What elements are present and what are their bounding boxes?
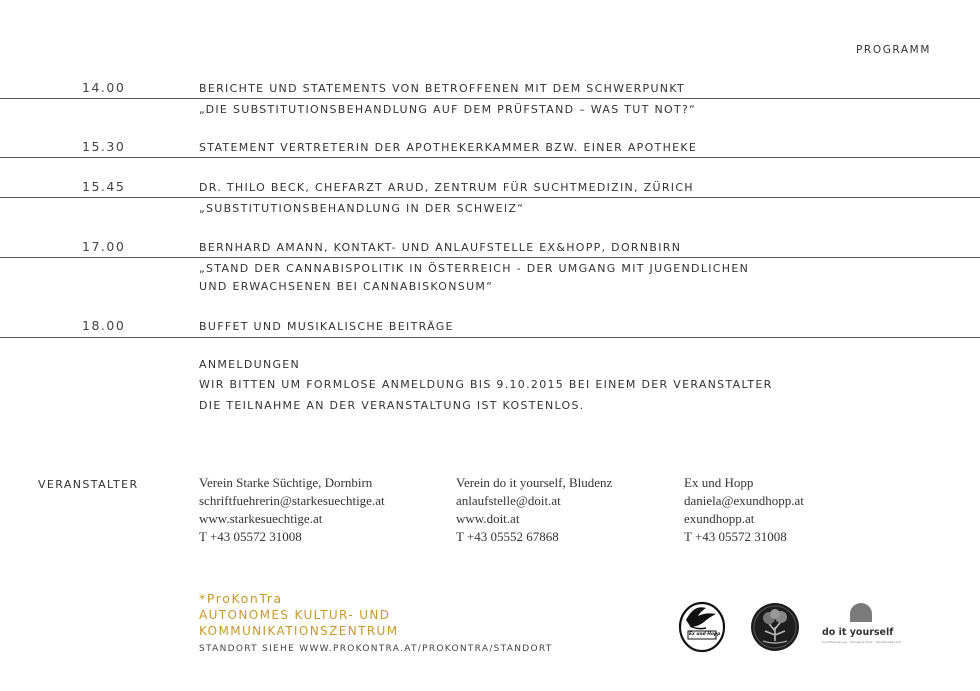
program-line: „DIE SUBSTITUTIONSBEHANDLUNG AUF DEM PRÜFSTAND – WAS TUT NOT?“ (199, 103, 697, 116)
organizer-phone: T +43 05572 31008 (199, 529, 302, 544)
time-1545: 15.45 (82, 179, 126, 194)
organizer-name: Ex und Hopp (684, 475, 754, 490)
organizers-label: VERANSTALTER (38, 478, 139, 491)
venue-line: AUTONOMES KULTUR- UND (199, 608, 391, 622)
divider (0, 98, 980, 99)
doit-logo-subtext: Suchtberatung · Drogenarbeit · Spritzentausch (822, 640, 902, 644)
program-line: „SUBSTITUTIONSBEHANDLUNG IN DER SCHWEIZ“ (199, 202, 525, 215)
organizer-web[interactable]: exundhopp.at (684, 511, 755, 526)
program-line: BUFFET UND MUSIKALISCHE BEITRÄGE (199, 320, 454, 333)
program-line: UND ERWACHSENEN BEI CANNABISKONSUM“ (199, 280, 494, 293)
organizer-exundhopp (684, 474, 804, 546)
doit-logo-icon (818, 600, 908, 650)
organizer-name: Verein Starke Süchtige, Dornbirn (199, 475, 373, 490)
divider (0, 257, 980, 258)
program-line: STATEMENT VERTRETERIN DER APOTHEKERKAMMER BZW. EINER APOTHEKE (199, 141, 698, 154)
time-1800: 18.00 (82, 318, 126, 333)
organizer-doit (456, 474, 612, 546)
time-1700: 17.00 (82, 239, 126, 254)
venue-line: KOMMUNIKATIONSZENTRUM (199, 624, 399, 638)
tree-logo-icon (749, 601, 801, 653)
header-label: PROGRAMM (856, 44, 932, 56)
bird-logo-icon (676, 598, 728, 654)
divider (0, 197, 980, 198)
organizer-phone: T +43 05552 67868 (456, 529, 559, 544)
organizer-starke-suechtige (199, 474, 385, 546)
organizer-name: Verein do it yourself, Bludenz (456, 475, 613, 490)
doit-logo-text: do it yourself (822, 627, 894, 638)
organizer-web[interactable]: www.doit.at (456, 511, 520, 526)
divider (0, 157, 980, 158)
organizer-email[interactable]: schriftfuehrerin@starkesuechtige.at (199, 493, 385, 508)
registration-title: ANMELDUNGEN (199, 358, 301, 371)
venue-block (199, 591, 553, 654)
divider (0, 337, 980, 338)
program-line: BERICHTE UND STATEMENTS VON BETROFFENEN MIT DEM SCHWERPUNKT (199, 82, 685, 95)
registration-line: WIR BITTEN UM FORMLOSE ANMELDUNG BIS 9.10.2015 BEI EINEM DER VERANSTALTER (199, 378, 773, 391)
venue-location[interactable]: STANDORT SIEHE WWW.PROKONTRA.AT/PROKONTRA/STANDORT (199, 644, 553, 654)
time-14: 14.00 (82, 80, 126, 95)
registration-line: DIE TEILNAHME AN DER VERANSTALTUNG IST KOSTENLOS. (199, 399, 585, 412)
venue-name: *ProKonTra (199, 591, 283, 606)
program-line: DR. THILO BECK, CHEFARZT ARUD, ZENTRUM FÜR SUCHTMEDIZIN, ZÜRICH (199, 181, 694, 194)
organizer-email[interactable]: anlaufstelle@doit.at (456, 493, 561, 508)
program-line: „STAND DER CANNABISPOLITIK IN ÖSTERREICH - DER UMGANG MIT JUGENDLICHEN (199, 262, 750, 275)
organizer-email[interactable]: daniela@exundhopp.at (684, 493, 804, 508)
organizer-phone: T +43 05572 31008 (684, 529, 787, 544)
time-1530: 15.30 (82, 139, 126, 154)
program-line: BERNHARD AMANN, KONTAKT- UND ANLAUFSTELLE EX&HOPP, DORNBIRN (199, 241, 682, 254)
bird-logo-text: Ex und Hopp (689, 632, 721, 637)
organizer-web[interactable]: www.starkesuechtige.at (199, 511, 323, 526)
